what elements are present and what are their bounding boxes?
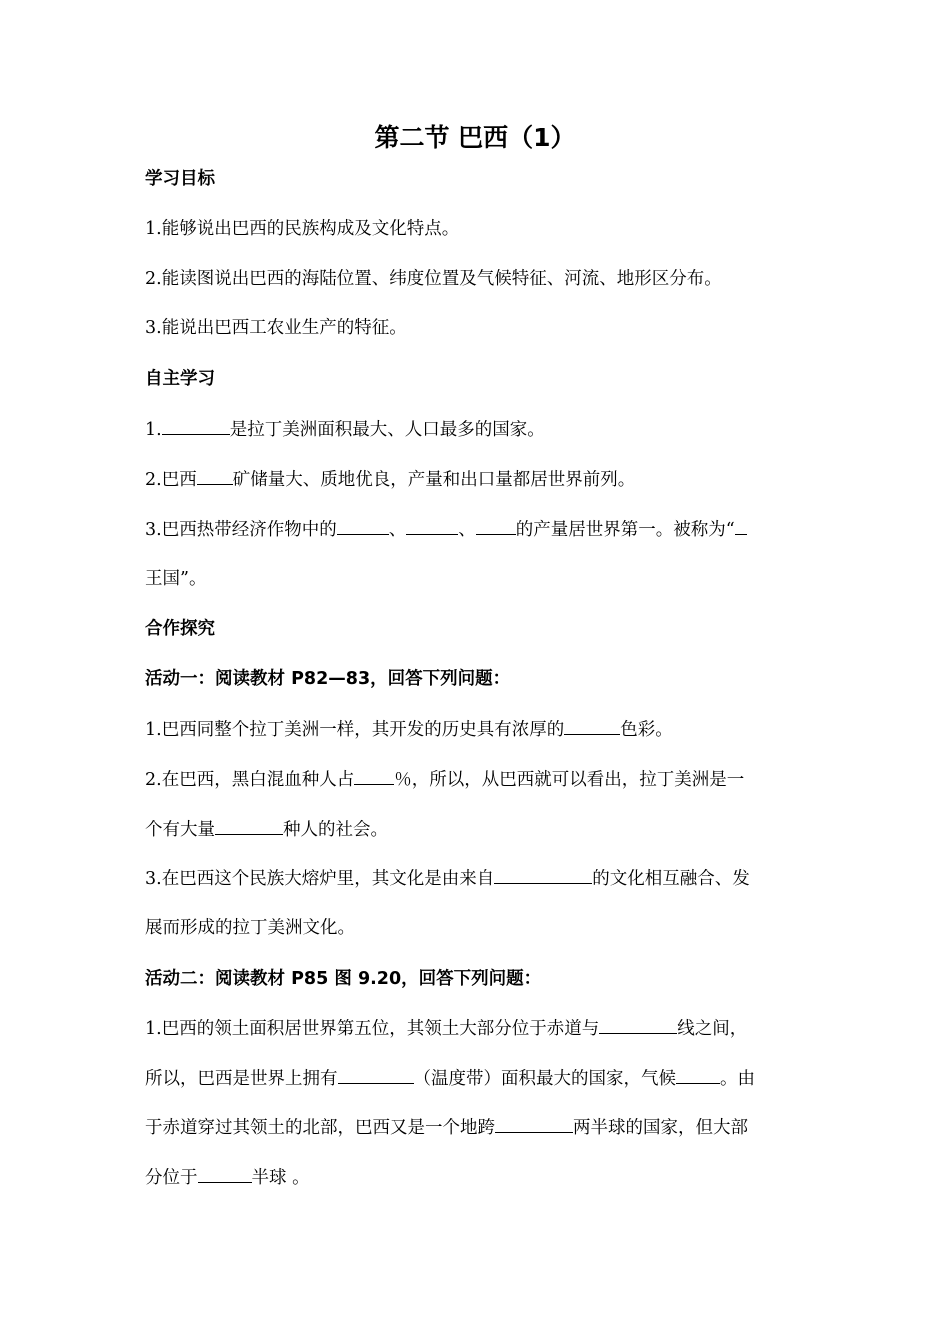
page-title: 第二节 巴西（1） [374, 123, 576, 152]
section-heading-self-study: 自主学习 [145, 369, 215, 389]
activity-2-q1-line2: 所以，巴西是世界上拥有 （温度带）面积最大的国家，气候 。由 [145, 1065, 815, 1092]
self-study-q1: 1. 是拉丁美洲面积最大、人口最多的国家。 [145, 416, 815, 443]
activity-2-q1-line3: 于赤道穿过其领土的北部，巴西又是一个地跨 两半球的国家，但大部 [145, 1114, 815, 1141]
self-study-q3: 3.巴西热带经济作物中的 、 、 的产量居世界第一。被称为“ [145, 516, 815, 543]
activity-2-q1: 1.巴西的领土面积居世界第五位，其领土大部分位于赤道与 线之间， [145, 1015, 815, 1042]
fill-blank[interactable] [162, 416, 230, 435]
fill-blank[interactable] [599, 1015, 677, 1034]
activity-1-q2-cont: 个有大量 种人的社会。 [145, 816, 815, 843]
activity-2-q1-line4: 分位于 半球 。 [145, 1164, 815, 1191]
fill-blank[interactable] [337, 516, 389, 535]
fill-blank[interactable] [198, 1164, 252, 1183]
section-heading-coop: 合作探究 [145, 619, 215, 639]
activity-1-q3: 3.在巴西这个民族大熔炉里，其文化是由来自 的文化相互融合、发 [145, 865, 815, 892]
activity-2-heading: 活动二：阅读教材 P85 图 9.20，回答下列问题： [145, 969, 542, 989]
goal-item-1: 1.能够说出巴西的民族构成及文化特点。 [145, 219, 460, 239]
goal-item-3: 3.能说出巴西工农业生产的特征。 [145, 318, 407, 338]
fill-blank[interactable] [354, 766, 394, 785]
fill-blank[interactable] [494, 865, 592, 884]
fill-blank[interactable] [197, 466, 233, 485]
fill-blank[interactable] [676, 1065, 720, 1084]
activity-1-q3-cont: 展而形成的拉丁美洲文化。 [145, 918, 355, 938]
self-study-q2: 2.巴西 矿储量大、质地优良，产量和出口量都居世界前列。 [145, 466, 815, 493]
fill-blank[interactable] [406, 516, 458, 535]
section-heading-goals: 学习目标 [145, 169, 215, 189]
goal-item-2: 2.能读图说出巴西的海陆位置、纬度位置及气候特征、河流、地形区分布。 [145, 269, 722, 289]
fill-blank[interactable] [564, 716, 620, 735]
activity-1-q2: 2.在巴西，黑白混血种人占 ％，所以，从巴西就可以看出，拉丁美洲是一 [145, 766, 815, 793]
fill-blank[interactable] [495, 1114, 573, 1133]
fill-blank[interactable] [215, 816, 283, 835]
activity-1-heading: 活动一：阅读教材 P82—83，回答下列问题： [145, 669, 511, 689]
fill-blank[interactable] [338, 1065, 414, 1084]
self-study-q3-cont: 王国”。 [145, 569, 207, 589]
activity-1-q1: 1.巴西同整个拉丁美洲一样，其开发的历史具有浓厚的 色彩。 [145, 716, 815, 743]
fill-blank[interactable] [735, 516, 747, 535]
fill-blank[interactable] [476, 516, 516, 535]
